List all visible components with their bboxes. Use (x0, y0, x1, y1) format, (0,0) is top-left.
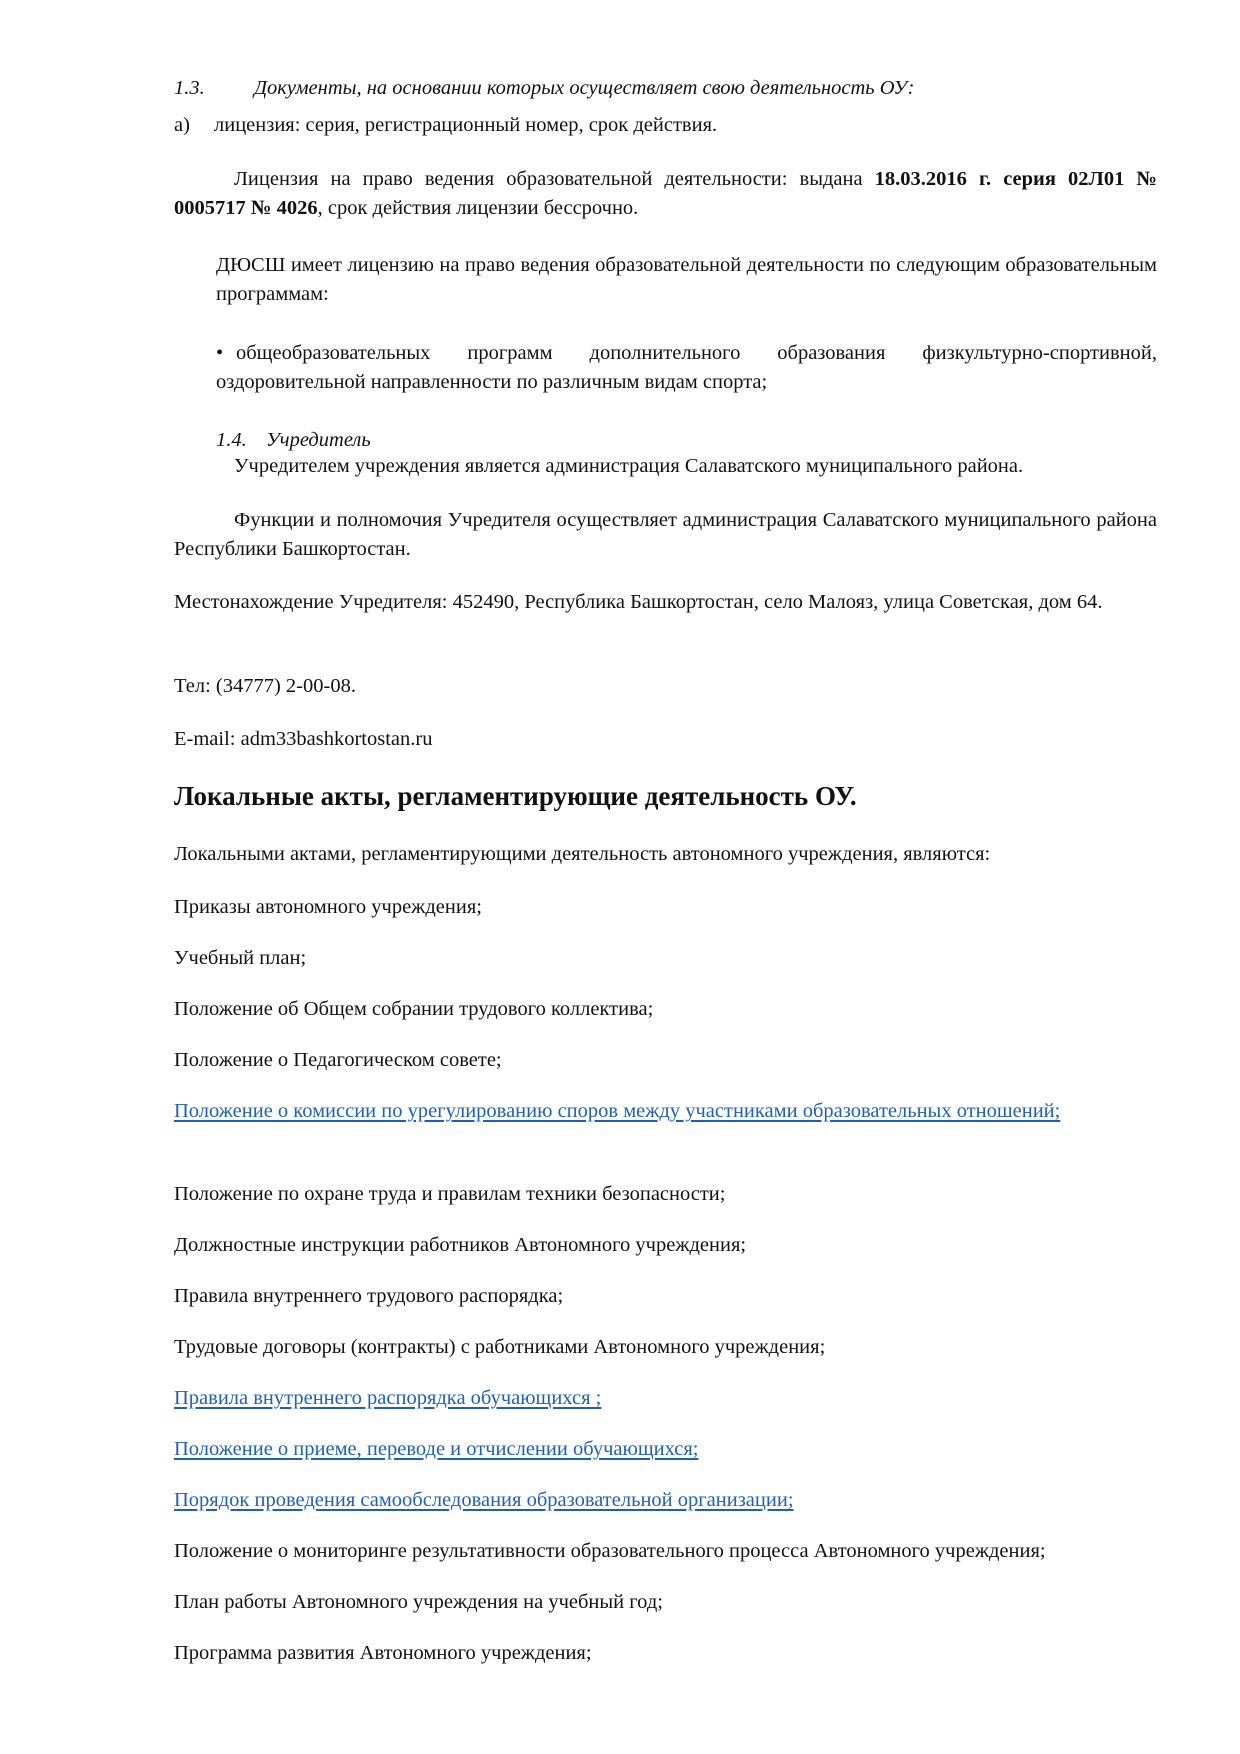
list-item: Учебный план; (174, 947, 307, 969)
list-item-link[interactable] (174, 1435, 1157, 1464)
local-acts-intro: Локальными актами, регламентирующими деятельность автономного учреждения, являются: (174, 843, 991, 865)
list-item: Должностные инструкции работников Автономного учреждения; (174, 1234, 747, 1256)
local-acts-heading: Локальные акты, регламентирующие деятельность ОУ. (174, 781, 857, 811)
founder-location: Местонахождение Учредителя: 452490, Республика Башкортостан, село Малояз, улица Советская, дом 64. (174, 591, 1103, 613)
section-number: 1.4. (216, 429, 247, 451)
list-item: Программа развития Автономного учреждения; (174, 1642, 592, 1664)
founder-email: E-mail: adm33bashkortostan.ru (174, 728, 433, 750)
list-item-link[interactable] (174, 1486, 1157, 1515)
license-programs-intro: ДЮСШ имеет лицензию на право ведения образовательной деятельности по следующим образовательным программам: (216, 254, 1157, 305)
list-item: Положение о мониторинге результативности образовательного процесса Автономного учреждения; (174, 1540, 1046, 1562)
list-item: Положение о Педагогическом совете; (174, 1049, 502, 1071)
commission-regulation-link[interactable]: Положение о комиссии по урегулированию споров между участниками образовательных отношений; (174, 1100, 1061, 1122)
founder-functions: Функции и полномочия Учредителя осуществляет администрация Салаватского муниципального района Республики Башкортостан. (174, 509, 1157, 560)
list-item: Положение об Общем собрании трудового коллектива; (174, 998, 654, 1020)
list-marker: а) (174, 114, 190, 136)
section-1-4-heading (216, 426, 1157, 455)
section-1-3-heading (174, 74, 1157, 103)
license-text-after: , срок действия лицензии бессрочно. (317, 197, 639, 219)
license-text-before: Лицензия на право ведения образовательной деятельности: выдана (234, 168, 875, 190)
self-assessment-link[interactable]: Порядок проведения самообследования образовательной организации; (174, 1489, 794, 1511)
student-rules-link[interactable]: Правила внутреннего распорядка обучающихся ; (174, 1387, 602, 1409)
section-title: Учредитель (266, 429, 371, 451)
list-item-link[interactable] (174, 1097, 1157, 1126)
list-item-a (174, 111, 1157, 140)
bullet: • (216, 342, 224, 364)
admission-regulation-link[interactable]: Положение о приеме, переводе и отчислении обучающихся; (174, 1438, 699, 1460)
list-item: Правила внутреннего трудового распорядка; (174, 1285, 564, 1307)
list-item: План работы Автономного учреждения на учебный год; (174, 1591, 663, 1613)
license-program-item (216, 339, 1157, 397)
list-item-text: лицензия: серия, регистрационный номер, срок действия. (214, 114, 718, 136)
founder-text: Учредителем учреждения является администрация Салаватского муниципального района. (234, 455, 1024, 477)
founder-phone: Тел: (34777) 2-00-08. (174, 675, 356, 697)
list-item: Трудовые договоры (контракты) с работниками Автономного учреждения; (174, 1336, 826, 1358)
list-item-link[interactable] (174, 1384, 1157, 1413)
license-details: 18.03.2016 г. серия 02Л01 № 0005717 № 4026 (174, 168, 1158, 219)
section-number: 1.3. (174, 77, 205, 99)
license-paragraph (174, 165, 1157, 223)
program-item-text: общеобразовательных программ дополнительного образования физкультурно-спортивной, оздоровительной направленности по различным видам спорта; (216, 342, 1157, 393)
list-item: Положение по охране труда и правилам техники безопасности; (174, 1183, 726, 1205)
section-title: Документы, на основании которых осуществляет свою деятельность ОУ: (254, 77, 915, 99)
list-item: Приказы автономного учреждения; (174, 896, 482, 918)
